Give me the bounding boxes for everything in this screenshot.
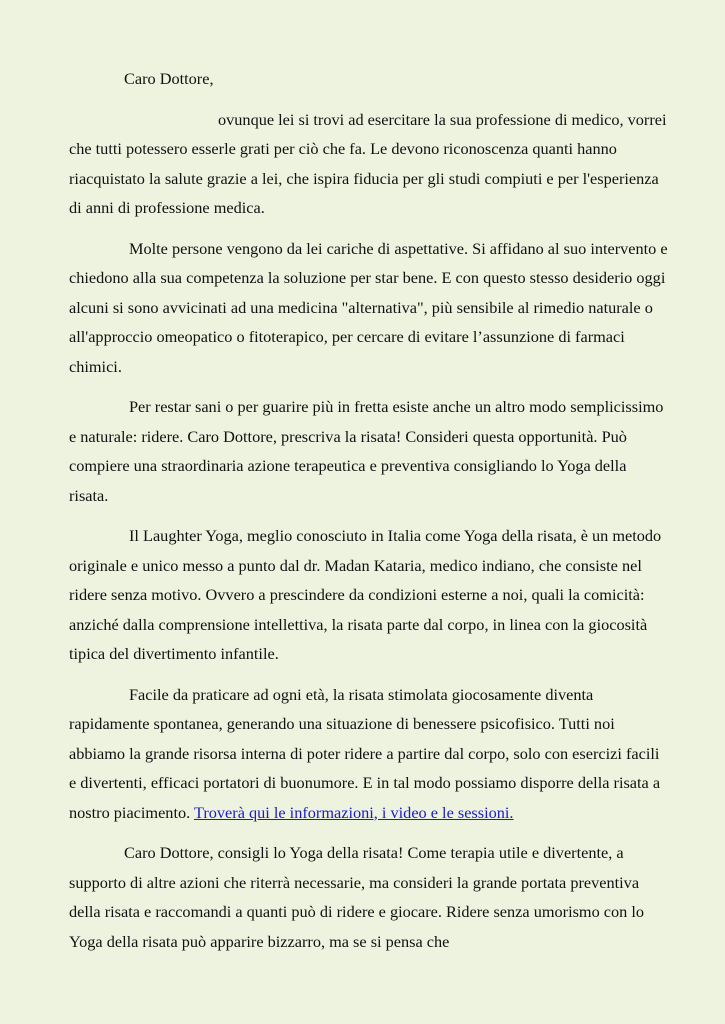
paragraph-6: Caro Dottore, consigli lo Yoga della risata! Come terapia utile e divertente, a supporto di altre azioni che riterrà necessarie, ma consideri la grande portata preventiva della risata e raccomandi a quanti può di ridere e giocare. Ridere senza umorismo con lo Yoga della risata può apparire bizzarro, ma se si pensa che xyxy=(69,843,645,951)
info-link[interactable]: Troverà qui le informazioni, i video e le sessioni. xyxy=(193,802,514,822)
letter-page xyxy=(69,64,669,967)
paragraph-2: Molte persone vengono da lei cariche di aspettative. Si affidano al suo intervento e chiedono alla sua competenza la soluzione per star bene. E con questo stesso desiderio oggi alcuni si sono avvicinati ad una medicina "alternativa", più sensibile al rimedio naturale o all'approccio omeopatico o fitoterapico, per cercare di evitare l’assunzione di farmaci chimici. xyxy=(69,238,668,376)
paragraph-3: Per restar sani o per guarire più in fretta esiste anche un altro modo semplicissimo e naturale: ridere. Caro Dottore, prescriva la risata! Consideri questa opportunità. Può compiere una straordinaria azione terapeutica e preventiva consigliando lo Yoga della risata. xyxy=(69,397,664,505)
paragraph-4: Il Laughter Yoga, meglio conosciuto in Italia come Yoga della risata, è un metodo originale e unico messo a punto dal dr. Madan Kataria, medico indiano, che consiste nel ridere senza motivo. Ovvero a prescindere da condizioni esterne a noi, quali la comicità: anziché dalla comprensione intellettiva, la risata parte dal corpo, in linea con la giocosità tipica del divertimento infantile. xyxy=(69,526,662,663)
paragraph-5-text: Facile da praticare ad ogni età, la risata stimolata giocosamente diventa rapidamente spontanea, generando una situazione di benessere psicofisico. Tutti noi abbiamo la grande risorsa interna di poter ridere a partire dal corpo, solo con esercizi facili e divertenti, efficaci portatori di buonumore. E in tal modo possiamo disporre della risata a nostro piacimento. xyxy=(69,684,661,822)
salutation: Caro Dottore, xyxy=(124,69,214,88)
paragraph-5 xyxy=(69,680,669,828)
paragraph-1: ovunque lei si trovi ad esercitare la sua professione di medico, vorrei che tutti potessero esserle grati per ciò che fa. Le devono riconoscenza quanti hanno riacquistato la salute grazie a lei, che ispira fiducia per gli studi compiuti e per l'esperienza di anni di professione medica. xyxy=(69,109,667,217)
